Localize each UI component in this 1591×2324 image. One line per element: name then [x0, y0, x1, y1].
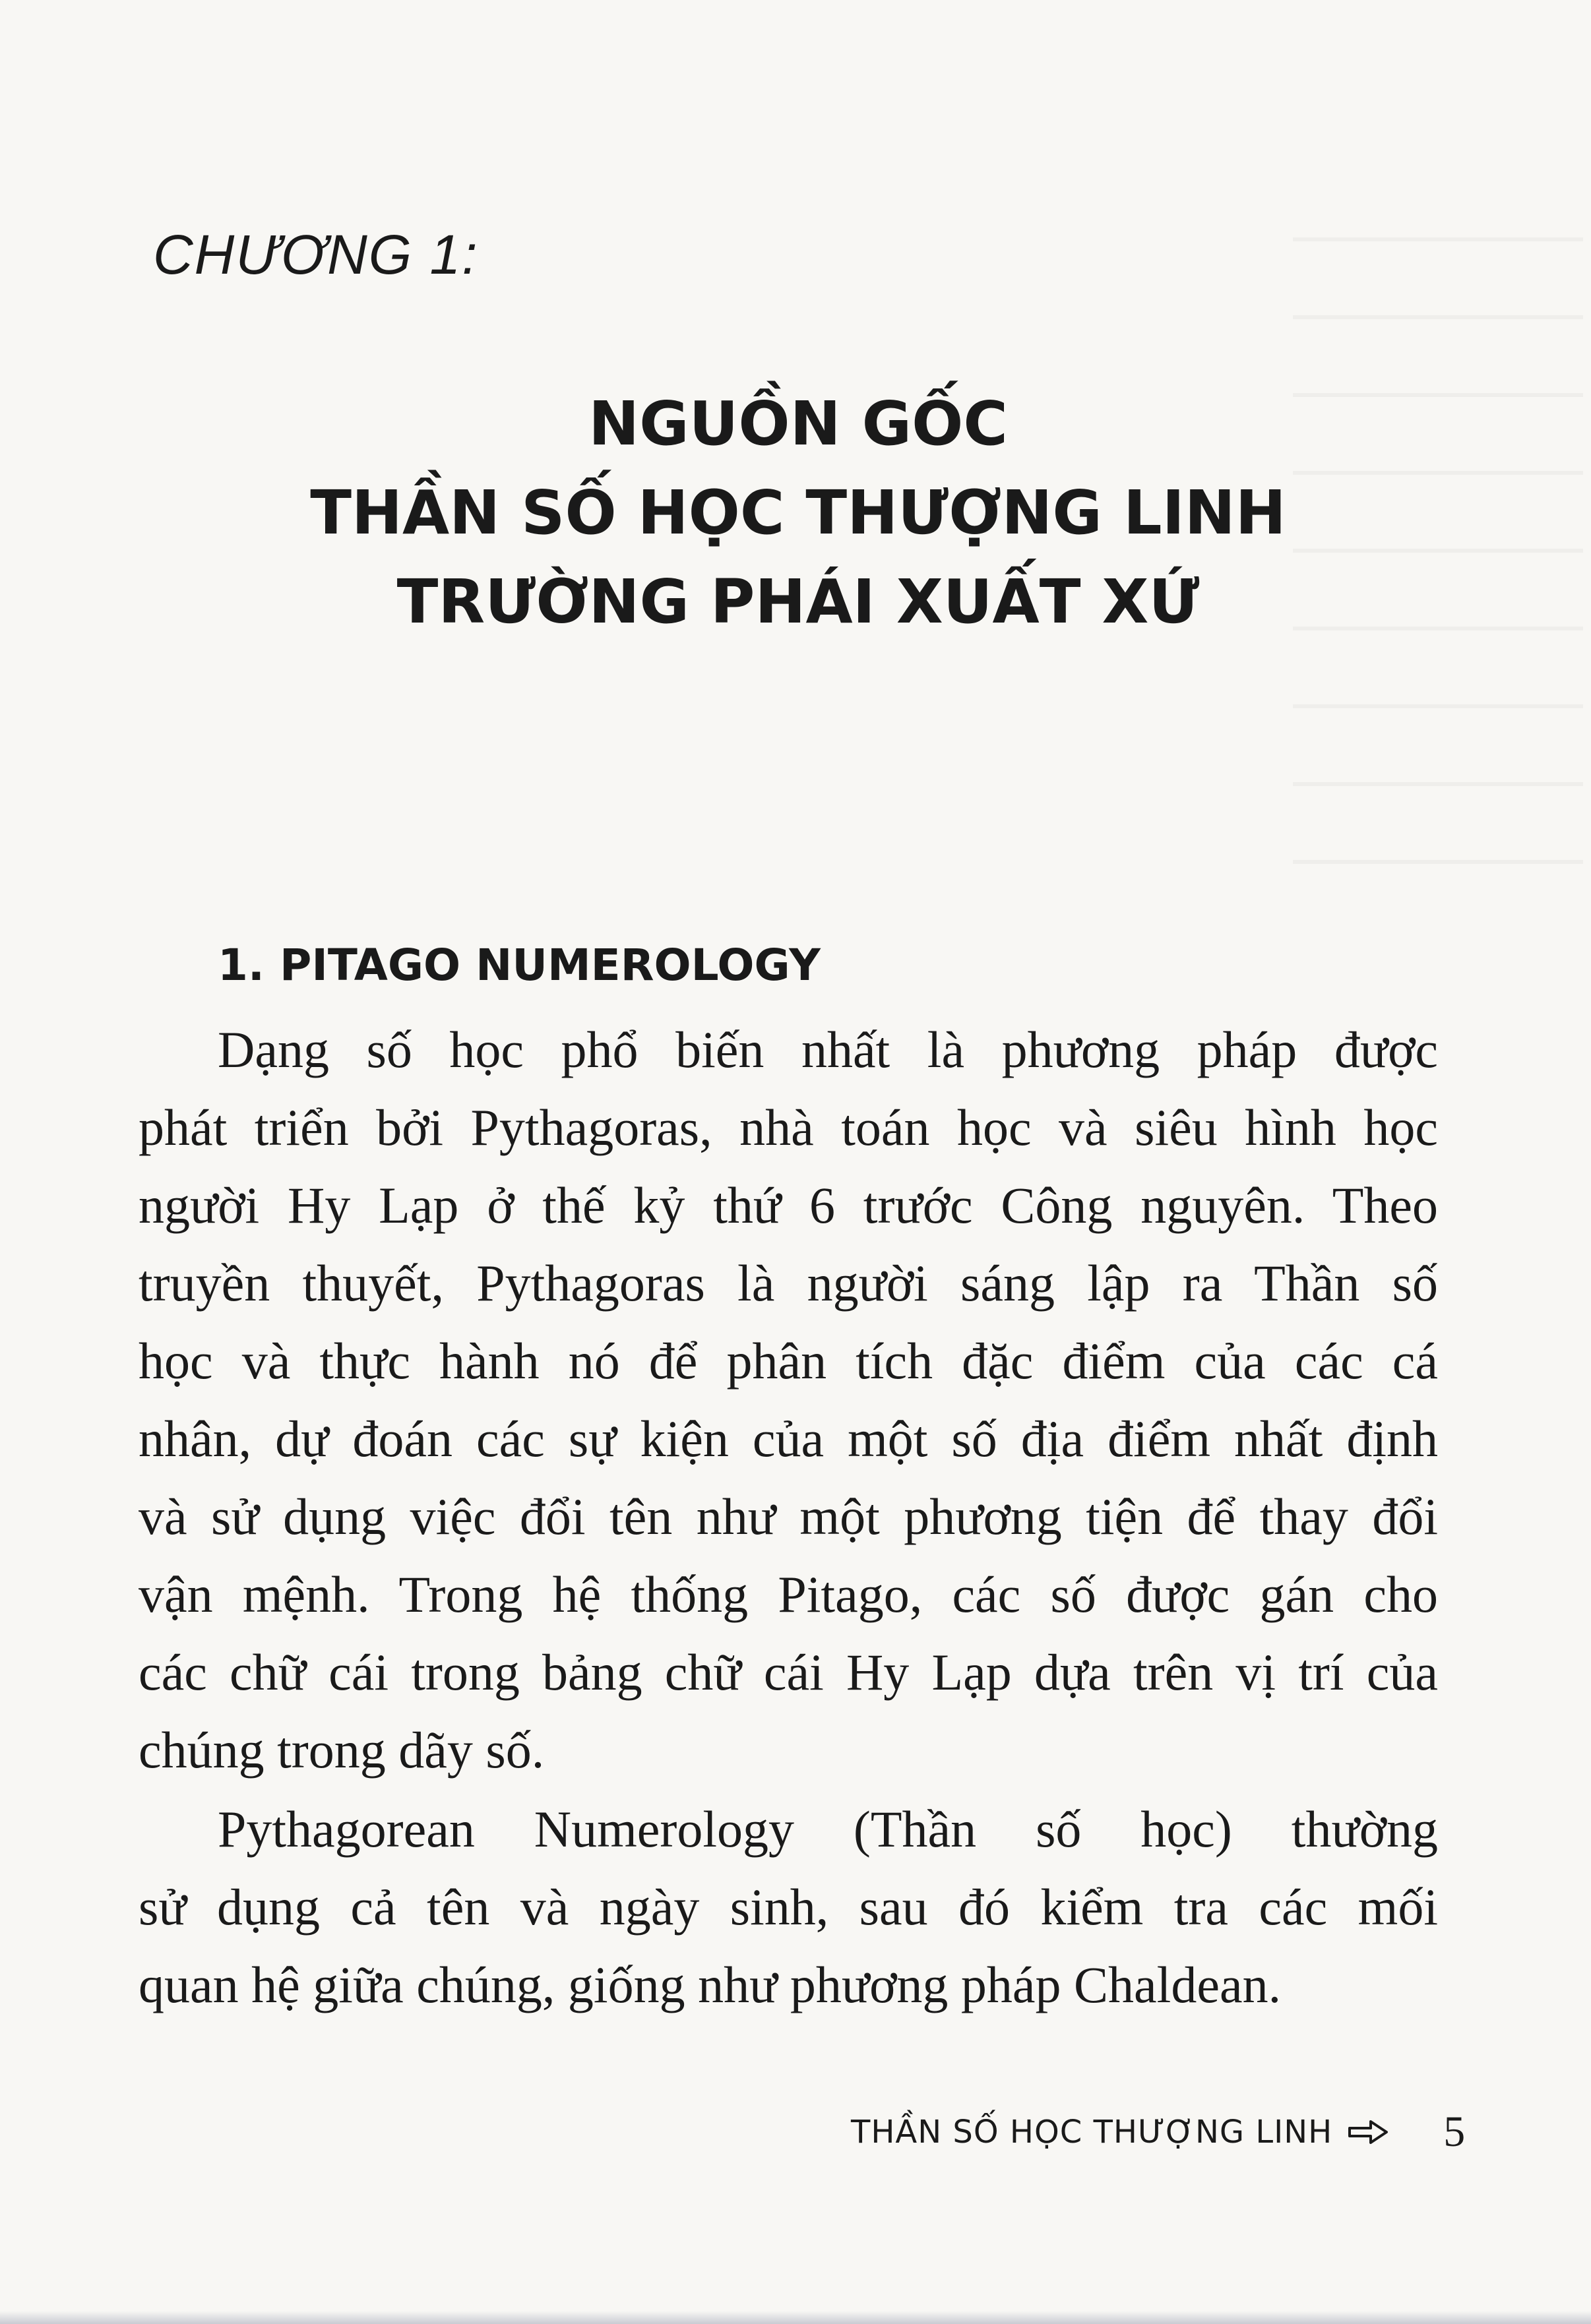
arrow-right-icon [1347, 2118, 1390, 2147]
chapter-title [224, 379, 1372, 646]
paragraph-line: nhân, dự đoán các sự kiện của một số địa điểm nhất định [139, 1410, 1438, 1467]
chapter-title-line-1: NGUỒN GỐC [588, 388, 1008, 459]
paragraph-line: người Hy Lạp ở thế kỷ thứ 6 trước Công nguyên. Theo [139, 1177, 1438, 1234]
paragraph-line: Pythagorean Numerology (Thần số học) thường [218, 1800, 1438, 1858]
running-title: THẦN SỐ HỌC THƯỢNG LINH [851, 2114, 1333, 2151]
paragraph-2 [139, 1790, 1438, 2024]
chapter-title-line-3: TRƯỜNG PHÁI XUẤT XỨ [396, 566, 1200, 637]
chapter-title-line-2: THẦN SỐ HỌC THƯỢNG LINH [310, 477, 1286, 548]
paragraph-line: truyền thuyết, Pythagoras là người sáng lập ra Thần số [139, 1254, 1438, 1312]
page-footer [851, 2102, 1466, 2162]
paragraph-line: Dạng số học phổ biến nhất là phương pháp được [218, 1021, 1438, 1078]
paragraph-line: phát triển bởi Pythagoras, nhà toán học và siêu hình học [139, 1099, 1438, 1156]
paragraph-line: học và thực hành nó để phân tích đặc điểm của các cá [139, 1332, 1438, 1390]
section-heading: 1. PITAGO NUMEROLOGY [218, 940, 821, 991]
paragraph-1 [139, 1011, 1438, 1789]
page-number: 5 [1443, 2108, 1466, 2156]
paragraph-line: và sử dụng việc đổi tên như một phương tiện để thay đổi [139, 1488, 1438, 1545]
paragraph-line: vận mệnh. Trong hệ thống Pitago, các số được gán cho [139, 1566, 1438, 1623]
paragraph-line: chúng trong dãy số. [139, 1721, 545, 1779]
paragraph-line: sử dụng cả tên và ngày sinh, sau đó kiểm tra các mối [139, 1878, 1438, 1936]
chapter-label: CHƯƠNG 1: [153, 224, 479, 286]
paragraph-line: các chữ cái trong bảng chữ cái Hy Lạp dựa trên vị trí của [139, 1643, 1438, 1701]
page-edge-shadow [0, 2311, 1591, 2324]
paragraph-line: quan hệ giữa chúng, giống như phương pháp Chaldean. [139, 1956, 1282, 2013]
